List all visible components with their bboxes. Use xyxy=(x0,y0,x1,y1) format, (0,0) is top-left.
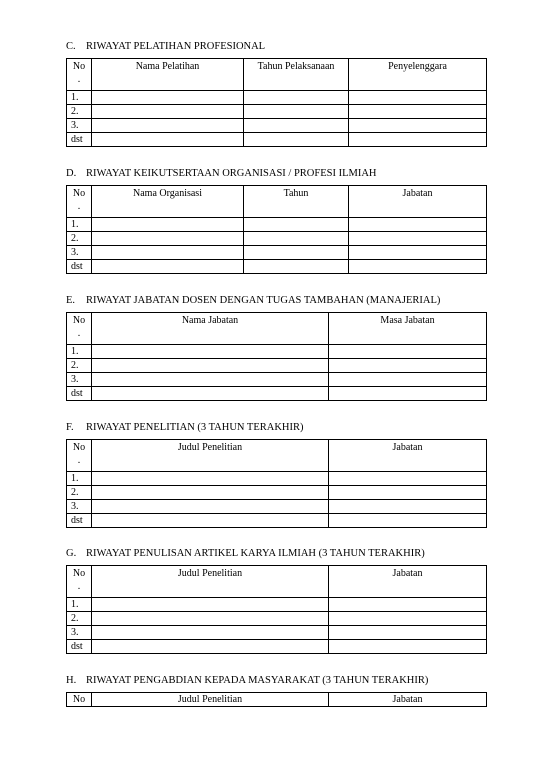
header-jabatan: Jabatan xyxy=(329,693,487,707)
header-tahun-pelaksanaan: Tahun Pelaksanaan xyxy=(244,59,349,91)
header-no: No . xyxy=(67,186,92,218)
organisasi-table xyxy=(66,185,487,274)
table-row: 1. xyxy=(67,598,487,612)
table-header-row xyxy=(67,566,487,598)
header-judul-penelitian: Judul Penelitian xyxy=(92,566,329,598)
section-pengabdian xyxy=(66,674,486,707)
header-no: No . xyxy=(67,566,92,598)
header-jabatan: Jabatan xyxy=(329,566,487,598)
header-masa-jabatan: Masa Jabatan xyxy=(329,313,487,345)
table-header-row xyxy=(67,313,487,345)
section-organisasi xyxy=(66,167,486,274)
section-penelitian xyxy=(66,421,486,528)
table-row: 3. xyxy=(67,626,487,640)
header-judul-penelitian: Judul Penelitian xyxy=(92,693,329,707)
artikel-table xyxy=(66,565,487,654)
table-row: 2. xyxy=(67,359,487,373)
table-row: dst xyxy=(67,387,487,401)
header-no: No . xyxy=(67,313,92,345)
table-header-row xyxy=(67,59,487,91)
header-jabatan: Jabatan xyxy=(349,186,487,218)
table-row: dst xyxy=(67,133,487,147)
section-title: D. RIWAYAT KEIKUTSERTAAN ORGANISASI / PROFESI ILMIAH xyxy=(66,168,377,179)
jabatan-dosen-table xyxy=(66,312,487,401)
section-title: F. RIWAYAT PENELITIAN (3 TAHUN TERAKHIR) xyxy=(66,422,304,433)
header-penyelenggara: Penyelenggara xyxy=(349,59,487,91)
table-row: 3. xyxy=(67,373,487,387)
table-header-row xyxy=(67,186,487,218)
table-header-row xyxy=(67,440,487,472)
penelitian-table xyxy=(66,439,487,528)
header-jabatan: Jabatan xyxy=(329,440,487,472)
section-pelatihan xyxy=(66,40,486,147)
table-row: dst xyxy=(67,260,487,274)
table-row: 3. xyxy=(67,246,487,260)
section-title: E. RIWAYAT JABATAN DOSEN DENGAN TUGAS TAMBAHAN (MANAJERIAL) xyxy=(66,295,441,306)
section-title: C. RIWAYAT PELATIHAN PROFESIONAL xyxy=(66,41,266,52)
table-row: 3. xyxy=(67,500,487,514)
header-no: No . xyxy=(67,59,92,91)
table-row: 1. xyxy=(67,472,487,486)
header-nama-pelatihan: Nama Pelatihan xyxy=(92,59,244,91)
header-tahun: Tahun xyxy=(244,186,349,218)
table-row: dst xyxy=(67,514,487,528)
header-nama-jabatan: Nama Jabatan xyxy=(92,313,329,345)
table-row: 2. xyxy=(67,486,487,500)
header-no: No xyxy=(67,693,92,707)
header-nama-organisasi: Nama Organisasi xyxy=(92,186,244,218)
table-row: 3. xyxy=(67,119,487,133)
section-title: G. RIWAYAT PENULISAN ARTIKEL KARYA ILMIAH (3 TAHUN TERAKHIR) xyxy=(66,548,425,559)
table-row: 1. xyxy=(67,218,487,232)
table-row: 1. xyxy=(67,91,487,105)
header-judul-penelitian: Judul Penelitian xyxy=(92,440,329,472)
section-title: H. RIWAYAT PENGABDIAN KEPADA MASYARAKAT (3 TAHUN TERAKHIR) xyxy=(66,675,429,686)
header-no: No . xyxy=(67,440,92,472)
table-header-row xyxy=(67,693,487,707)
pengabdian-table xyxy=(66,692,487,707)
table-row: 1. xyxy=(67,345,487,359)
table-row: dst xyxy=(67,640,487,654)
pelatihan-table xyxy=(66,58,487,147)
table-row: 2. xyxy=(67,105,487,119)
section-artikel xyxy=(66,547,486,654)
table-row: 2. xyxy=(67,232,487,246)
table-row: 2. xyxy=(67,612,487,626)
section-jabatan-dosen xyxy=(66,294,486,401)
